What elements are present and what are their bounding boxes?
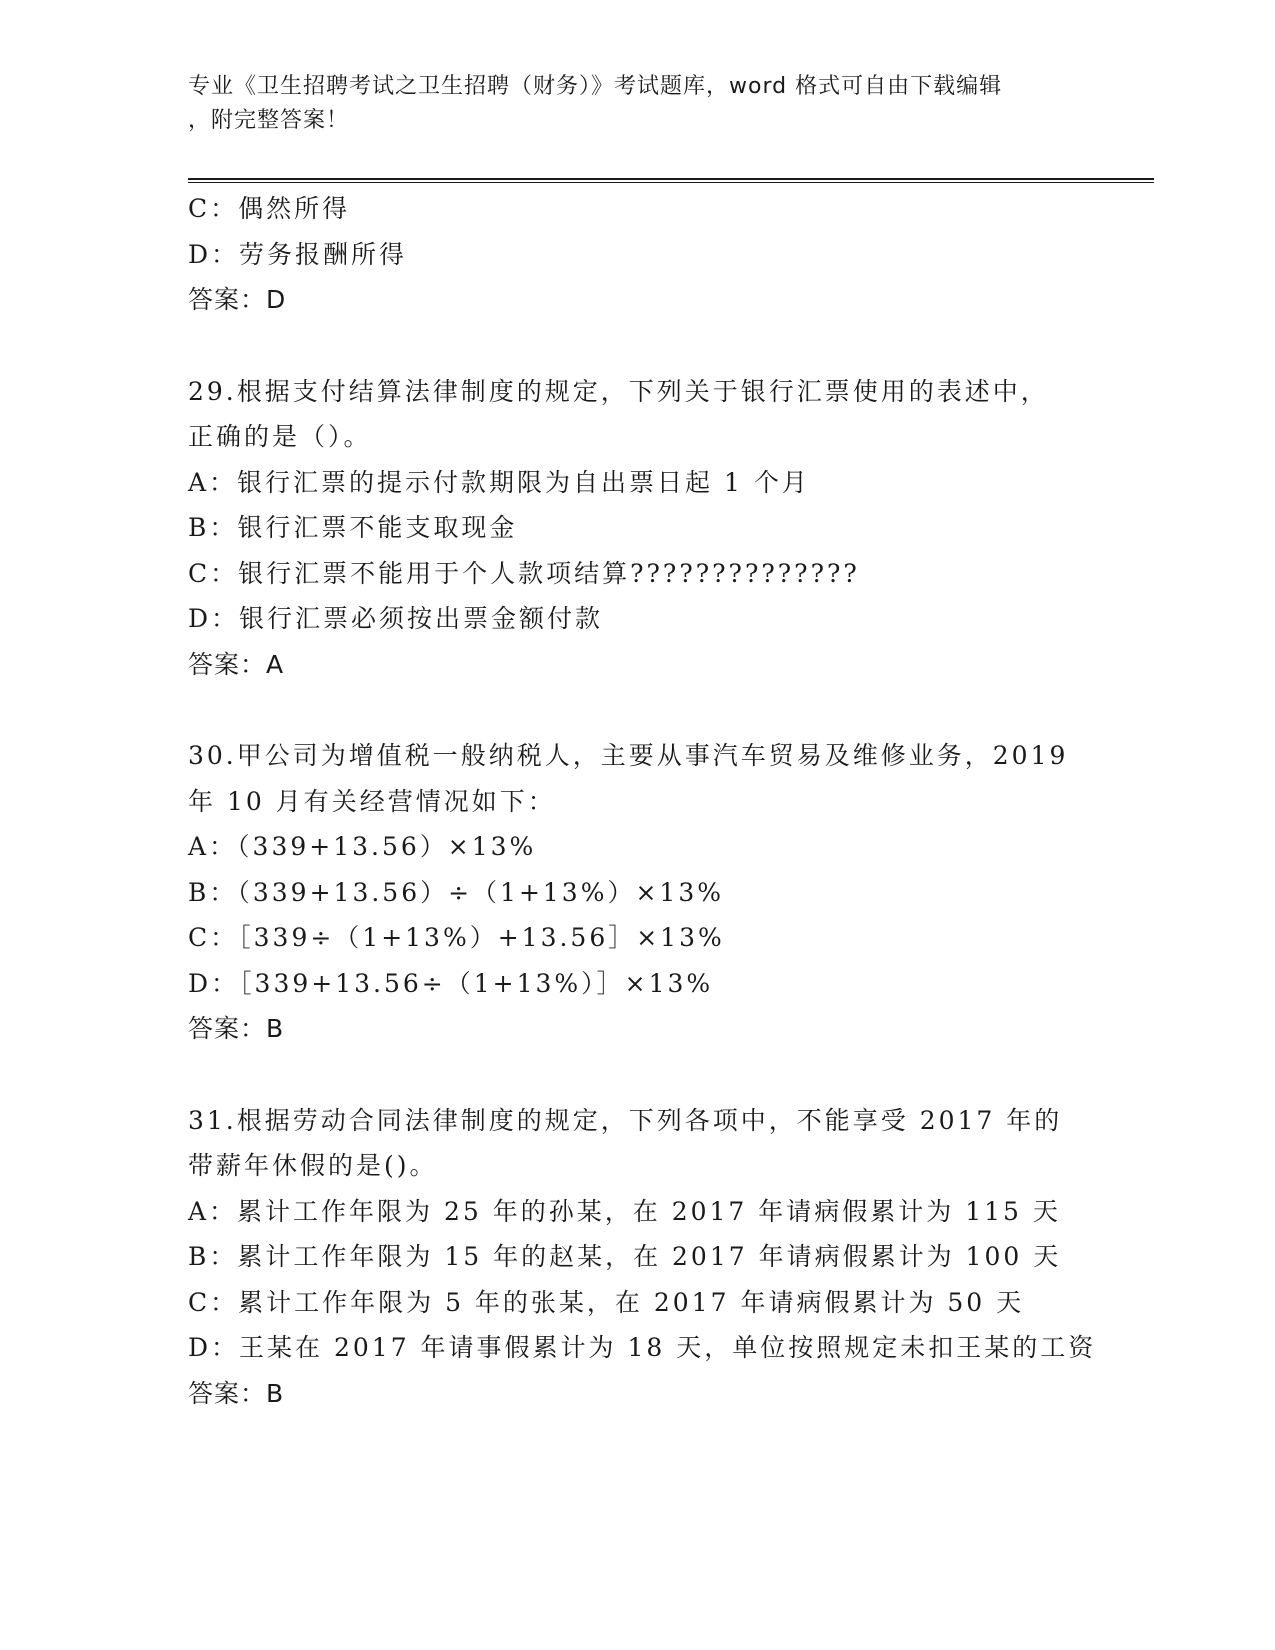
question-stem: 31.根据劳动合同法律制度的规定，下列各项中，不能享受 2017 年的 bbox=[188, 1105, 1063, 1135]
question-stem: 29.根据支付结算法律制度的规定，下列关于银行汇票使用的表述中， bbox=[188, 376, 1049, 406]
question-28-tail bbox=[188, 186, 1154, 323]
answer: 答案：B bbox=[188, 1378, 285, 1408]
option-d: D：银行汇票必须按出票金额付款 bbox=[188, 604, 604, 633]
option-b: B：累计工作年限为 15 年的赵某，在 2017 年请病假累计为 100 天 bbox=[188, 1242, 1062, 1271]
header-divider bbox=[188, 178, 1154, 183]
header-line-2: ，附完整答案！ bbox=[188, 108, 350, 133]
option-a: A：（339+13.56）×13% bbox=[188, 832, 537, 861]
question-stem-continued: 正确的是（）。 bbox=[188, 422, 372, 451]
option-a: A：累计工作年限为 25 年的孙某，在 2017 年请病假累计为 115 天 bbox=[188, 1196, 1061, 1226]
question-31 bbox=[188, 1098, 1154, 1417]
header-line-1: 专业《卫生招聘考试之卫生招聘（财务）》考试题库，word 格式可自由下载编辑 bbox=[188, 74, 1003, 99]
option-c: C：银行汇票不能用于个人款项结算?????????????? bbox=[188, 558, 860, 588]
answer: 答案：B bbox=[188, 1014, 285, 1043]
page-header bbox=[188, 70, 1088, 138]
option-c: C：偶然所得 bbox=[188, 194, 351, 223]
option-b: B：（339+13.56）÷（1+13%）×13% bbox=[188, 877, 724, 907]
option-d: D：劳务报酬所得 bbox=[188, 239, 408, 269]
option-d: D：［339+13.56÷（1+13%）］×13% bbox=[188, 968, 714, 998]
option-b: B：银行汇票不能支取现金 bbox=[188, 513, 518, 542]
option-c: C：累计工作年限为 5 年的张某，在 2017 年请病假累计为 50 天 bbox=[188, 1287, 1025, 1317]
option-c: C：［339÷（1+13%）+13.56］×13% bbox=[188, 923, 725, 952]
question-30 bbox=[188, 733, 1154, 1052]
answer: 答案：A bbox=[188, 649, 285, 679]
question-list bbox=[188, 186, 1154, 1416]
option-d: D：王某在 2017 年请事假累计为 18 天，单位按照规定未扣王某的工资 bbox=[188, 1333, 1097, 1362]
option-a: A：银行汇票的提示付款期限为自出票日起 1 个月 bbox=[188, 467, 810, 497]
question-stem: 30.甲公司为增值税一般纳税人，主要从事汽车贸易及维修业务，2019 bbox=[188, 741, 1069, 770]
question-stem-continued: 年 10 月有关经营情况如下： bbox=[188, 786, 556, 816]
answer: 答案：D bbox=[188, 285, 287, 314]
question-29 bbox=[188, 369, 1154, 688]
question-stem-continued: 带薪年休假的是()。 bbox=[188, 1151, 438, 1180]
